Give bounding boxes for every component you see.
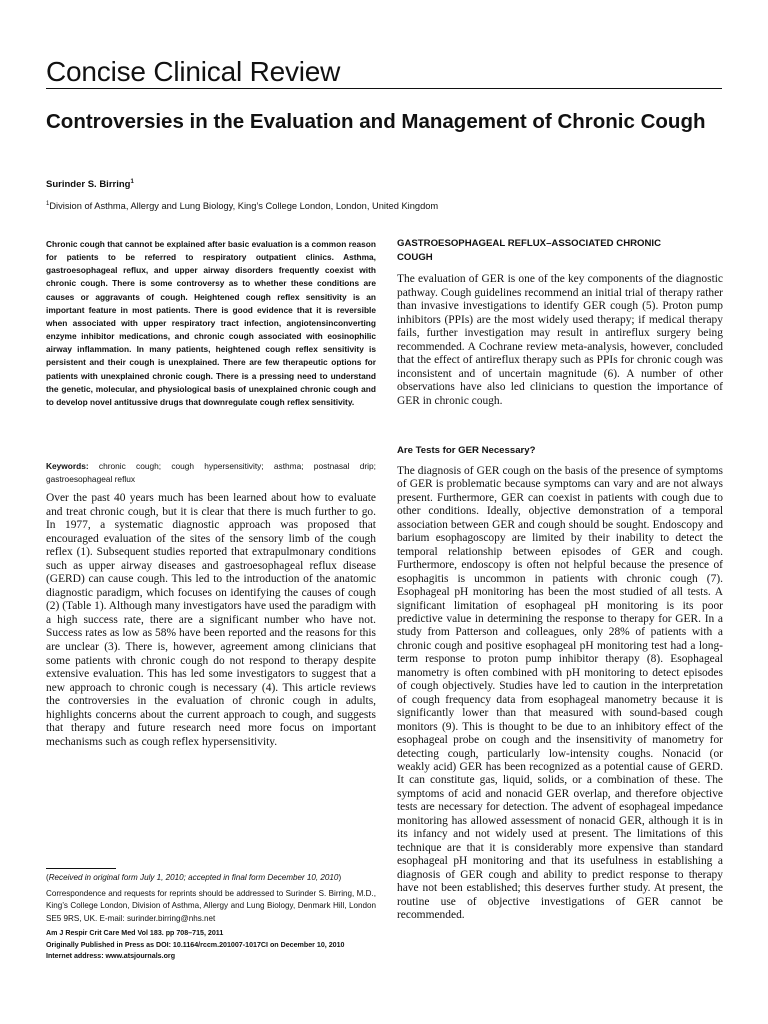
affiliation-text: Division of Asthma, Allergy and Lung Biology, King’s College London, London, United Kingdom (49, 201, 439, 212)
section-heading-ger: GASTROESOPHAGEAL REFLUX–ASSOCIATED CHRONIC COUGH (397, 238, 662, 264)
author-line (46, 176, 134, 191)
abstract: Chronic cough that cannot be explained after basic evaluation is a common reason for patients to be referred to respiratory outpatient clinics. Asthma, gastroesophageal reflux, and upper airway disorders frequently coexist with chronic cough. There is some controversy as to whether these conditions are causes or aggravants of cough. Heightened cough reflex sensitivity is an important feature in most patients. There is good evidence that it is reversible when associated with upper respiratory tract infection, angiotensinconverting enzyme inhibitor medications, and chronic cough associated with eosinophilic airway inflammation. In many patients, heightened cough reflex sensitivity is persistent and their cough is unexplained. There are few therapeutic options for patients with unexplained chronic cough. There is a pressing need to understand the genetic, molecular, and physiological basis of unexplained chronic cough and to develop novel antitussive drugs that downregulate cough reflex sensitivity. (46, 239, 376, 407)
keywords-text: chronic cough; cough hypersensitivity; asthma; postnasal drip; gastroesophageal reflux (46, 461, 376, 484)
subheading-tests: Are Tests for GER Necessary? (397, 445, 536, 456)
article-title: Controversies in the Evaluation and Management of Chronic Cough (46, 110, 706, 133)
tests-paragraph: The diagnosis of GER cough on the basis of the presence of symptoms of GER is problematic because symptoms can vary and are not always present. Furthermore, GER can coexist in patients with cough due to other conditions. Ideally, objective demonstration of a temporal association between GER and cough should be sought. Endoscopy and barium esophagoscopy are limited by their inability to detect the temporal relationship between episodes of GER and cough. Furthermore, endoscopy is often not helpful because the presence of esophagitis is uncommon in patients with chronic cough (7). Esophageal pH monitoring has been the most studied of all tests. A significant limitation of esophageal pH monitoring is its poor predictive value in determining the response to therapy for GER. In a study from Patterson and colleagues, only 28% of patients with a chronic cough and positive esophageal pH monitoring test had a long-term response to proton pump inhibitor therapy (8). Esophageal manometry is often combined with pH monitoring to detect episodes of cough objectively. Studies have led to caution in the interpretation of cough frequency data from esophageal manometry because it is significantly lower than that measured with sound-based cough monitors (9). This is thought to be due to an inhibitory effect of the esophageal probe on cough and the insensitivity of manometry for detecting cough, particularly low-intensity coughs. Nonacid (or weakly acid) GER has been recognized as a potential cause of GERD. It can constitute gas, liquid, solids, or a combination of these. The symptoms of acid and nonacid GER overlap, and therefore objective tests are necessary for detection. The advent of esophageal impedance monitoring has allowed assessment of nonacid GER, although it is in its infancy and not widely used at present. The limitations of this technique are that it is considerably more expensive than standard esophageal pH monitoring and that its usefulness in establishing a diagnosis of GER cough and ability to predict response to therapy have not been established; this deserves further study. At present, the routine use of objective investigations of GER cannot be recommended. (397, 465, 723, 921)
footnote-rule (46, 868, 116, 869)
received-open-paren: ( (46, 873, 49, 882)
citation-block (46, 928, 376, 963)
published-line: Originally Published in Press as DOI: 10.1164/rccm.201007-1017CI on December 10, 2010 (46, 940, 345, 949)
keywords (46, 460, 376, 486)
keywords-label: Keywords: (46, 461, 89, 471)
ger-paragraph: The evaluation of GER is one of the key components of the diagnostic pathway. Cough guidelines recommend an initial trial of therapy rather than invasive investigations to identify GER cough (5). Proton pump inhibitors (PPIs) are the most widely used therapy; if medical therapy fails, further investigation may result in antireflux surgery being recommended. A Cochrane review meta-analysis, however, concluded that the effect of antireflux therapy such as PPIs for chronic cough was inconsistent and of uncertain magnitude (6). A number of other observations have also led clinicians to question the importance of GER in chronic cough. (397, 273, 723, 407)
received-close-paren: ) (338, 873, 342, 882)
internet-line: Internet address: www.atsjournals.org (46, 952, 176, 960)
received-dates (46, 872, 376, 883)
author-superscript: 1 (130, 179, 134, 185)
affiliation-superscript: 1 (46, 201, 50, 207)
section-title: Concise Clinical Review (46, 56, 341, 87)
received-text: Received in original form July 1, 2010; accepted in final form December 10, 2010 (48, 873, 339, 882)
author-name: Surinder S. Birring (46, 179, 131, 191)
affiliation (46, 198, 438, 212)
section-rule (46, 88, 722, 89)
correspondence-note: Correspondence and requests for reprints should be addressed to Surinder S. Birring, M.D., King’s College London, Division of Asthma, Allergy and Lung Biology, Denmark Hill, London SE5 9RS, UK. E-mail: surinder.birring@nhs.net (46, 889, 376, 923)
journal-line: Am J Respir Crit Care Med Vol 183. pp 708–715, 2011 (46, 929, 224, 937)
intro-paragraph: Over the past 40 years much has been learned about how to evaluate and treat chronic cough, but it is clear that there is much further to go. In 1977, a systematic diagnostic approach was proposed that encouraged evaluation of the sites of the sensory limb of the cough reflex (1). Subsequent studies reported that extrapulmonary conditions such as upper airway diseases and gastroesophageal reflux disease (GERD) can cause cough. This led to the introduction of the anatomic diagnostic paradigm, which focuses on identifying the causes of cough (2) (Table 1). Although many investigators have used the paradigm with a high success rate, there are a significant number who have not. Success rates as low as 58% have been reported and the reasons for this are unclear (3). There is, however, agreement among clinicians that some patients with chronic cough do not respond to therapy despite extensive evaluation. This has led some investigators to suggest that a new approach to chronic cough is necessary (4). This article reviews the controversies in the evaluation of chronic cough in adults, highlights concerns about the current approach to cough, and suggests that therapy and future research need more focus on important mechanisms such as cough reflex hypersensitivity. (46, 492, 376, 748)
